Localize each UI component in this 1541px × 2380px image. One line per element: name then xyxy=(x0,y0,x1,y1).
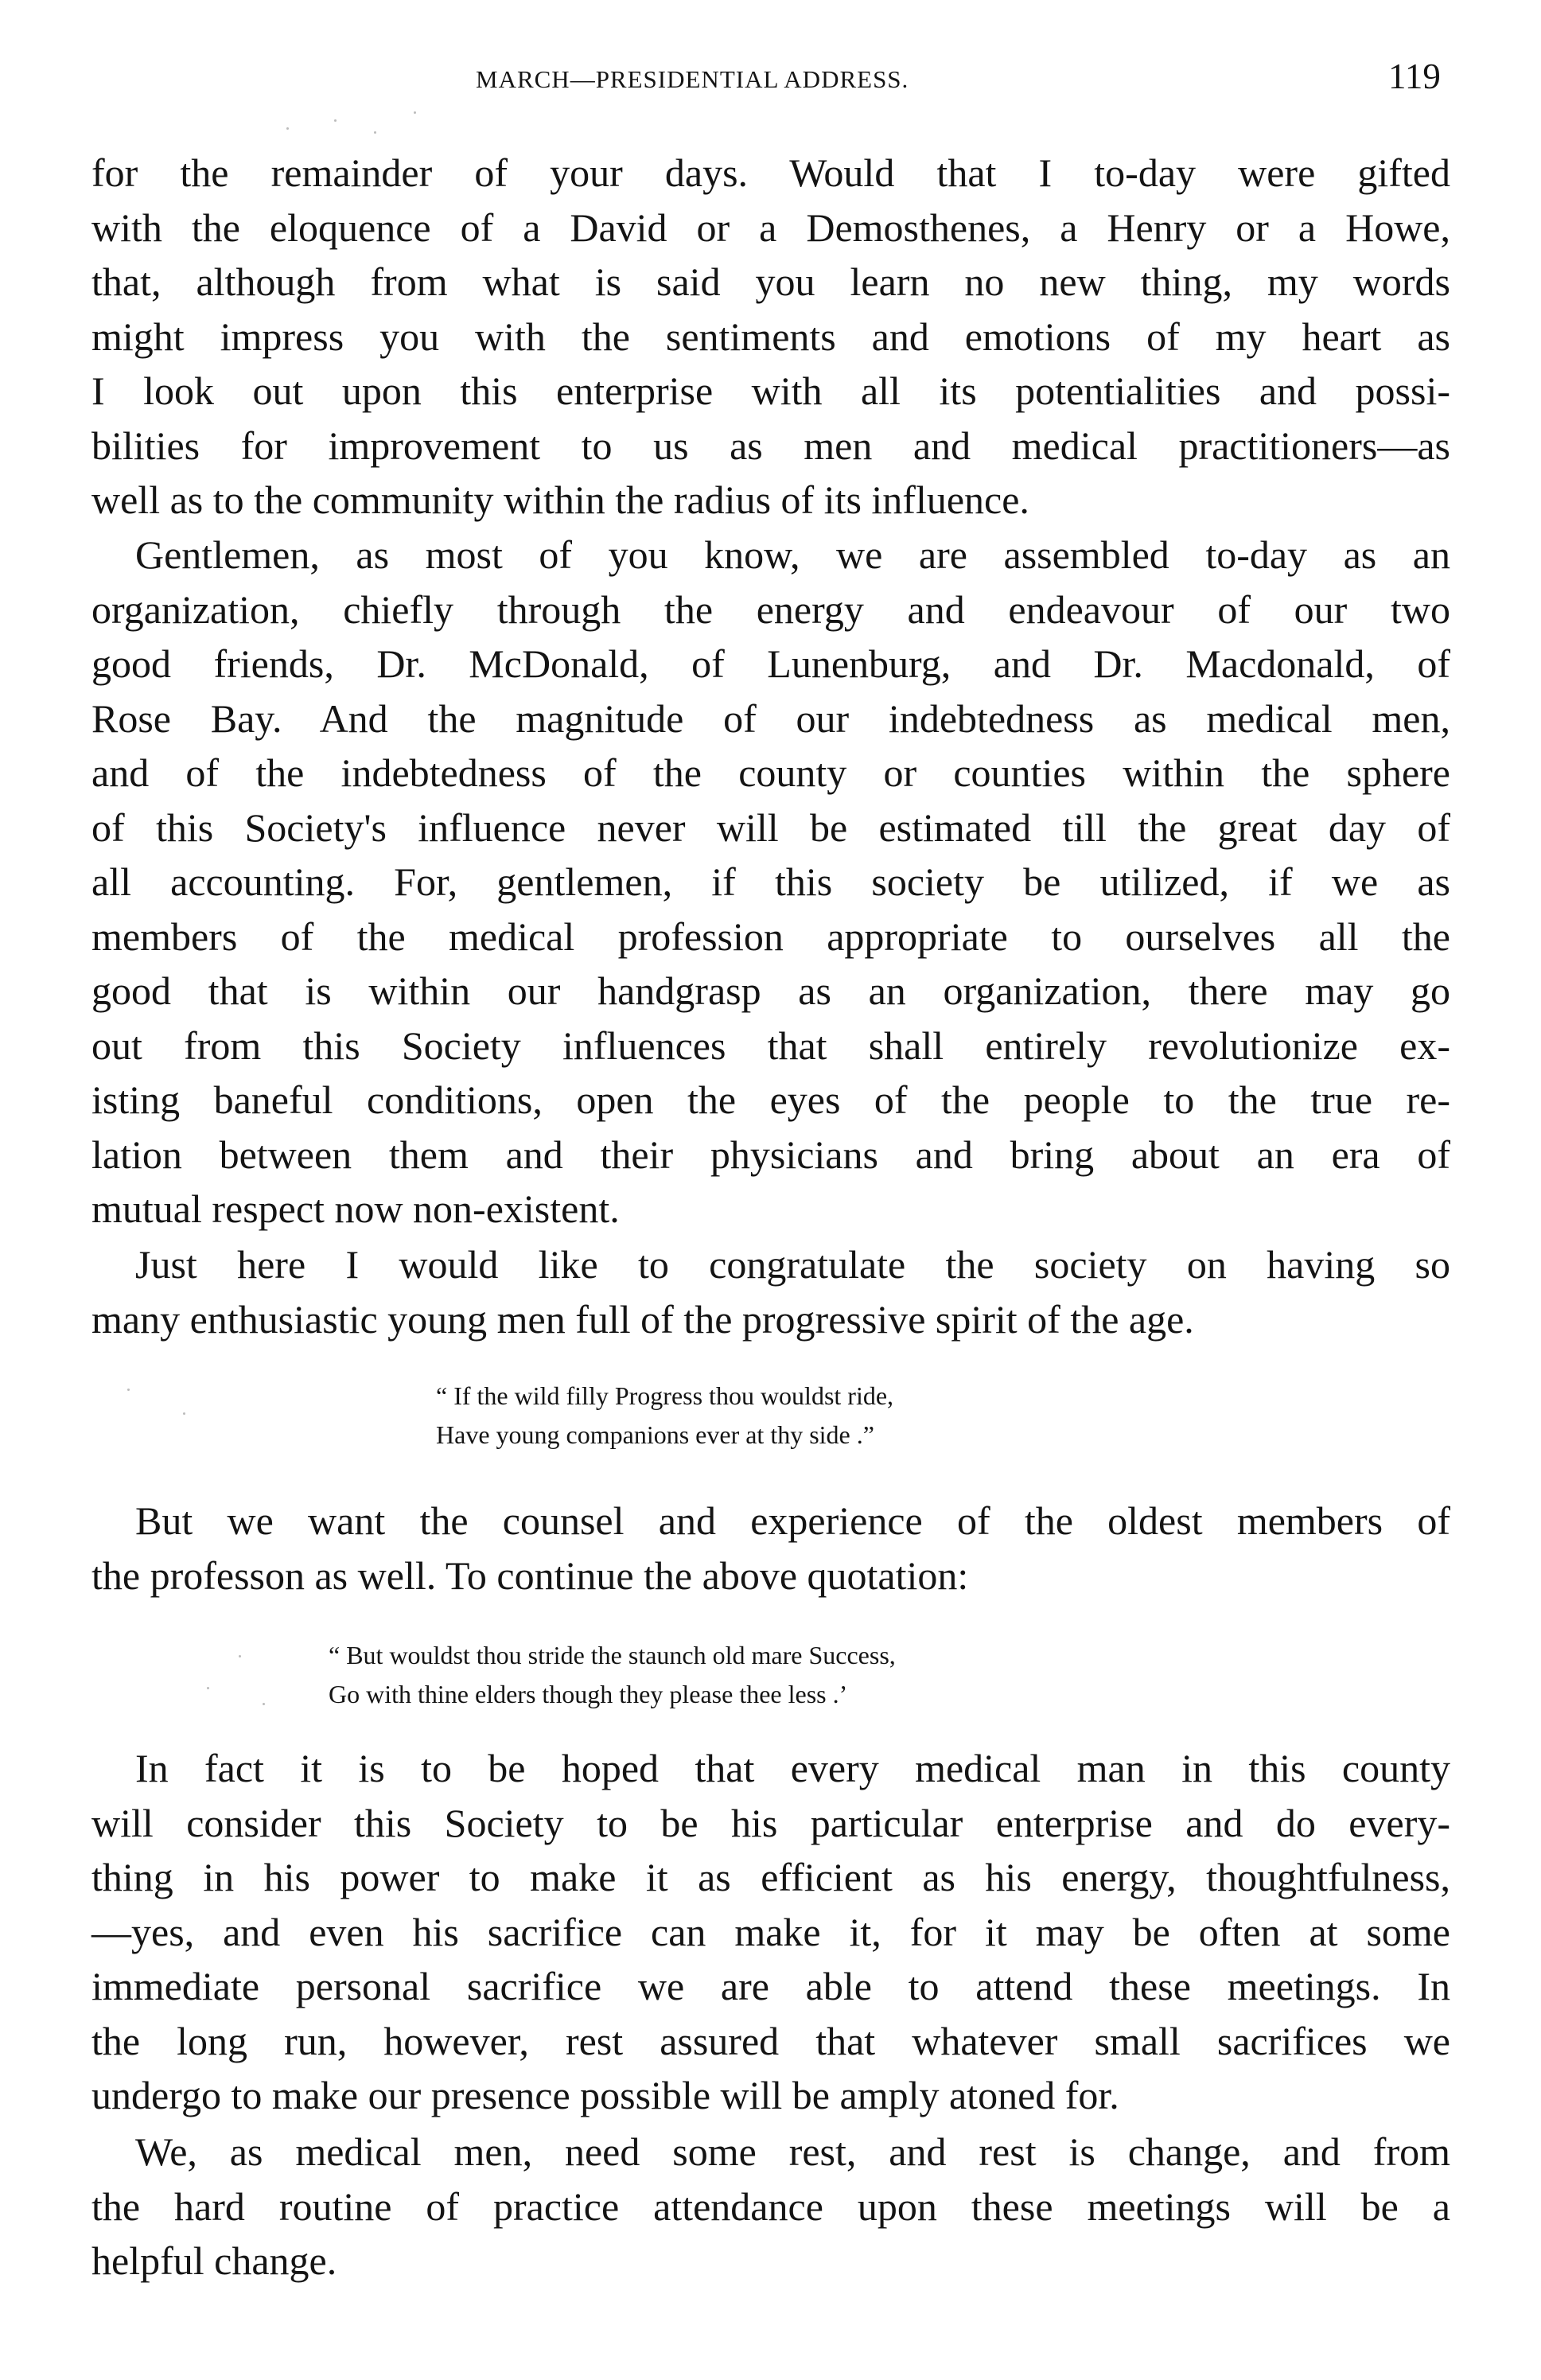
text-line: the long run, however, rest assured that whatever small sacrifices we xyxy=(91,2018,1450,2063)
scan-speck xyxy=(286,127,289,130)
verse-line: Have young companions ever at thy side .” xyxy=(436,1420,874,1449)
verse-quote xyxy=(329,1636,896,1714)
text-line: out from this Society influences that shall entirely revolutionize ex- xyxy=(91,1023,1450,1068)
text-line: the hard routine of practice attendance upon these meetings will be a xyxy=(91,2183,1450,2229)
paragraph-continuation xyxy=(91,146,1450,528)
paragraph-counsel xyxy=(91,1494,1450,1603)
scan-speck xyxy=(414,111,416,114)
text-line: good that is within our handgrasp as an organization, there may go xyxy=(91,968,1450,1013)
paragraph-rest xyxy=(91,2125,1450,2288)
text-line: Rose Bay. And the magnitude of our indebtedness as medical men, xyxy=(91,695,1450,741)
text-line: that, although from what is said you learn no new thing, my words xyxy=(91,259,1450,304)
text-line: In fact it is to be hoped that every medical man in this county xyxy=(135,1746,1450,1790)
text-line: bilities for improvement to us as men and medical practitioners—as xyxy=(91,423,1450,468)
text-line: organization, chiefly through the energy and endeavour of our two xyxy=(91,586,1450,632)
text-line: I look out upon this enterprise with all its potentialities and possi- xyxy=(91,368,1450,413)
text-line: lation between them and their physicians and bring about an era of xyxy=(91,1132,1450,1177)
text-line: all accounting. For, gentlemen, if this society be utilized, if we as xyxy=(91,859,1450,904)
text-line: immediate personal sacrifice we are able to attend these meetings. In xyxy=(91,1964,1450,2008)
text-line: members of the medical profession appropriate to ourselves all the xyxy=(91,913,1450,959)
text-line: for the remainder of your days. Would that I to-day were gifted xyxy=(91,150,1450,195)
paragraph-enterprise xyxy=(91,1741,1450,2123)
verse-line: “ If the wild filly Progress thou wouldst ride, xyxy=(436,1381,894,1410)
text-line: many enthusiastic young men full of the progressive spirit of the age. xyxy=(91,1296,1194,1342)
scan-speck xyxy=(334,119,337,122)
text-line: isting baneful conditions, open the eyes of the people to the true re- xyxy=(91,1077,1450,1122)
verse-quote xyxy=(436,1377,893,1455)
text-line: But we want the counsel and experience of the oldest members of xyxy=(135,1498,1450,1543)
scan-speck xyxy=(207,1687,209,1689)
text-line: will consider this Society to be his particular enterprise and do every- xyxy=(91,1800,1450,1845)
text-line: —yes, and even his sacrifice can make it, for it may be often at some xyxy=(91,1909,1450,1954)
text-line: Just here I would like to congratulate the society on having so xyxy=(135,1242,1450,1287)
scan-speck xyxy=(239,1655,241,1657)
scan-speck xyxy=(263,1703,265,1705)
text-line: Gentlemen, as most of you know, we are assembled to-day as an xyxy=(135,532,1450,577)
page-number: 119 xyxy=(1388,56,1441,96)
scan-speck xyxy=(127,1389,130,1391)
verse-line: “ But wouldst thou stride the staunch old mare Success, xyxy=(329,1641,896,1669)
text-line: and of the indebtedness of the county or counties within the sphere xyxy=(91,750,1450,795)
text-line: thing in his power to make it as efficient as his energy, thoughtfulness, xyxy=(91,1855,1450,1899)
verse-line: Go with thine elders though they please thee less .’ xyxy=(329,1680,848,1708)
text-line: of this Society's influence never will be estimated till the great day of xyxy=(91,804,1450,850)
running-title: MARCH—PRESIDENTIAL ADDRESS. xyxy=(476,65,909,93)
text-line: helpful change. xyxy=(91,2238,337,2283)
scan-speck xyxy=(183,1412,185,1415)
text-line: might impress you with the sentiments and emotions of my heart as xyxy=(91,314,1450,359)
paragraph-congratulate xyxy=(91,1237,1450,1346)
text-line: the professon as well. To continue the above quotation: xyxy=(91,1552,969,1598)
text-line: mutual respect now non-existent. xyxy=(91,1186,620,1231)
paragraph-gentlemen xyxy=(91,528,1450,1237)
text-line: with the eloquence of a David or a Demosthenes, a Henry or a Howe, xyxy=(91,205,1450,250)
scan-speck xyxy=(374,131,376,134)
text-line: undergo to make our presence possible will be amply atoned for. xyxy=(91,2073,1119,2117)
text-line: well as to the community within the radius of its influence. xyxy=(91,477,1029,522)
running-head xyxy=(0,56,1541,103)
text-line: good friends, Dr. McDonald, of Lunenburg, and Dr. Macdonald, of xyxy=(91,641,1450,686)
text-line: We, as medical men, need some rest, and rest is change, and from xyxy=(135,2129,1450,2174)
